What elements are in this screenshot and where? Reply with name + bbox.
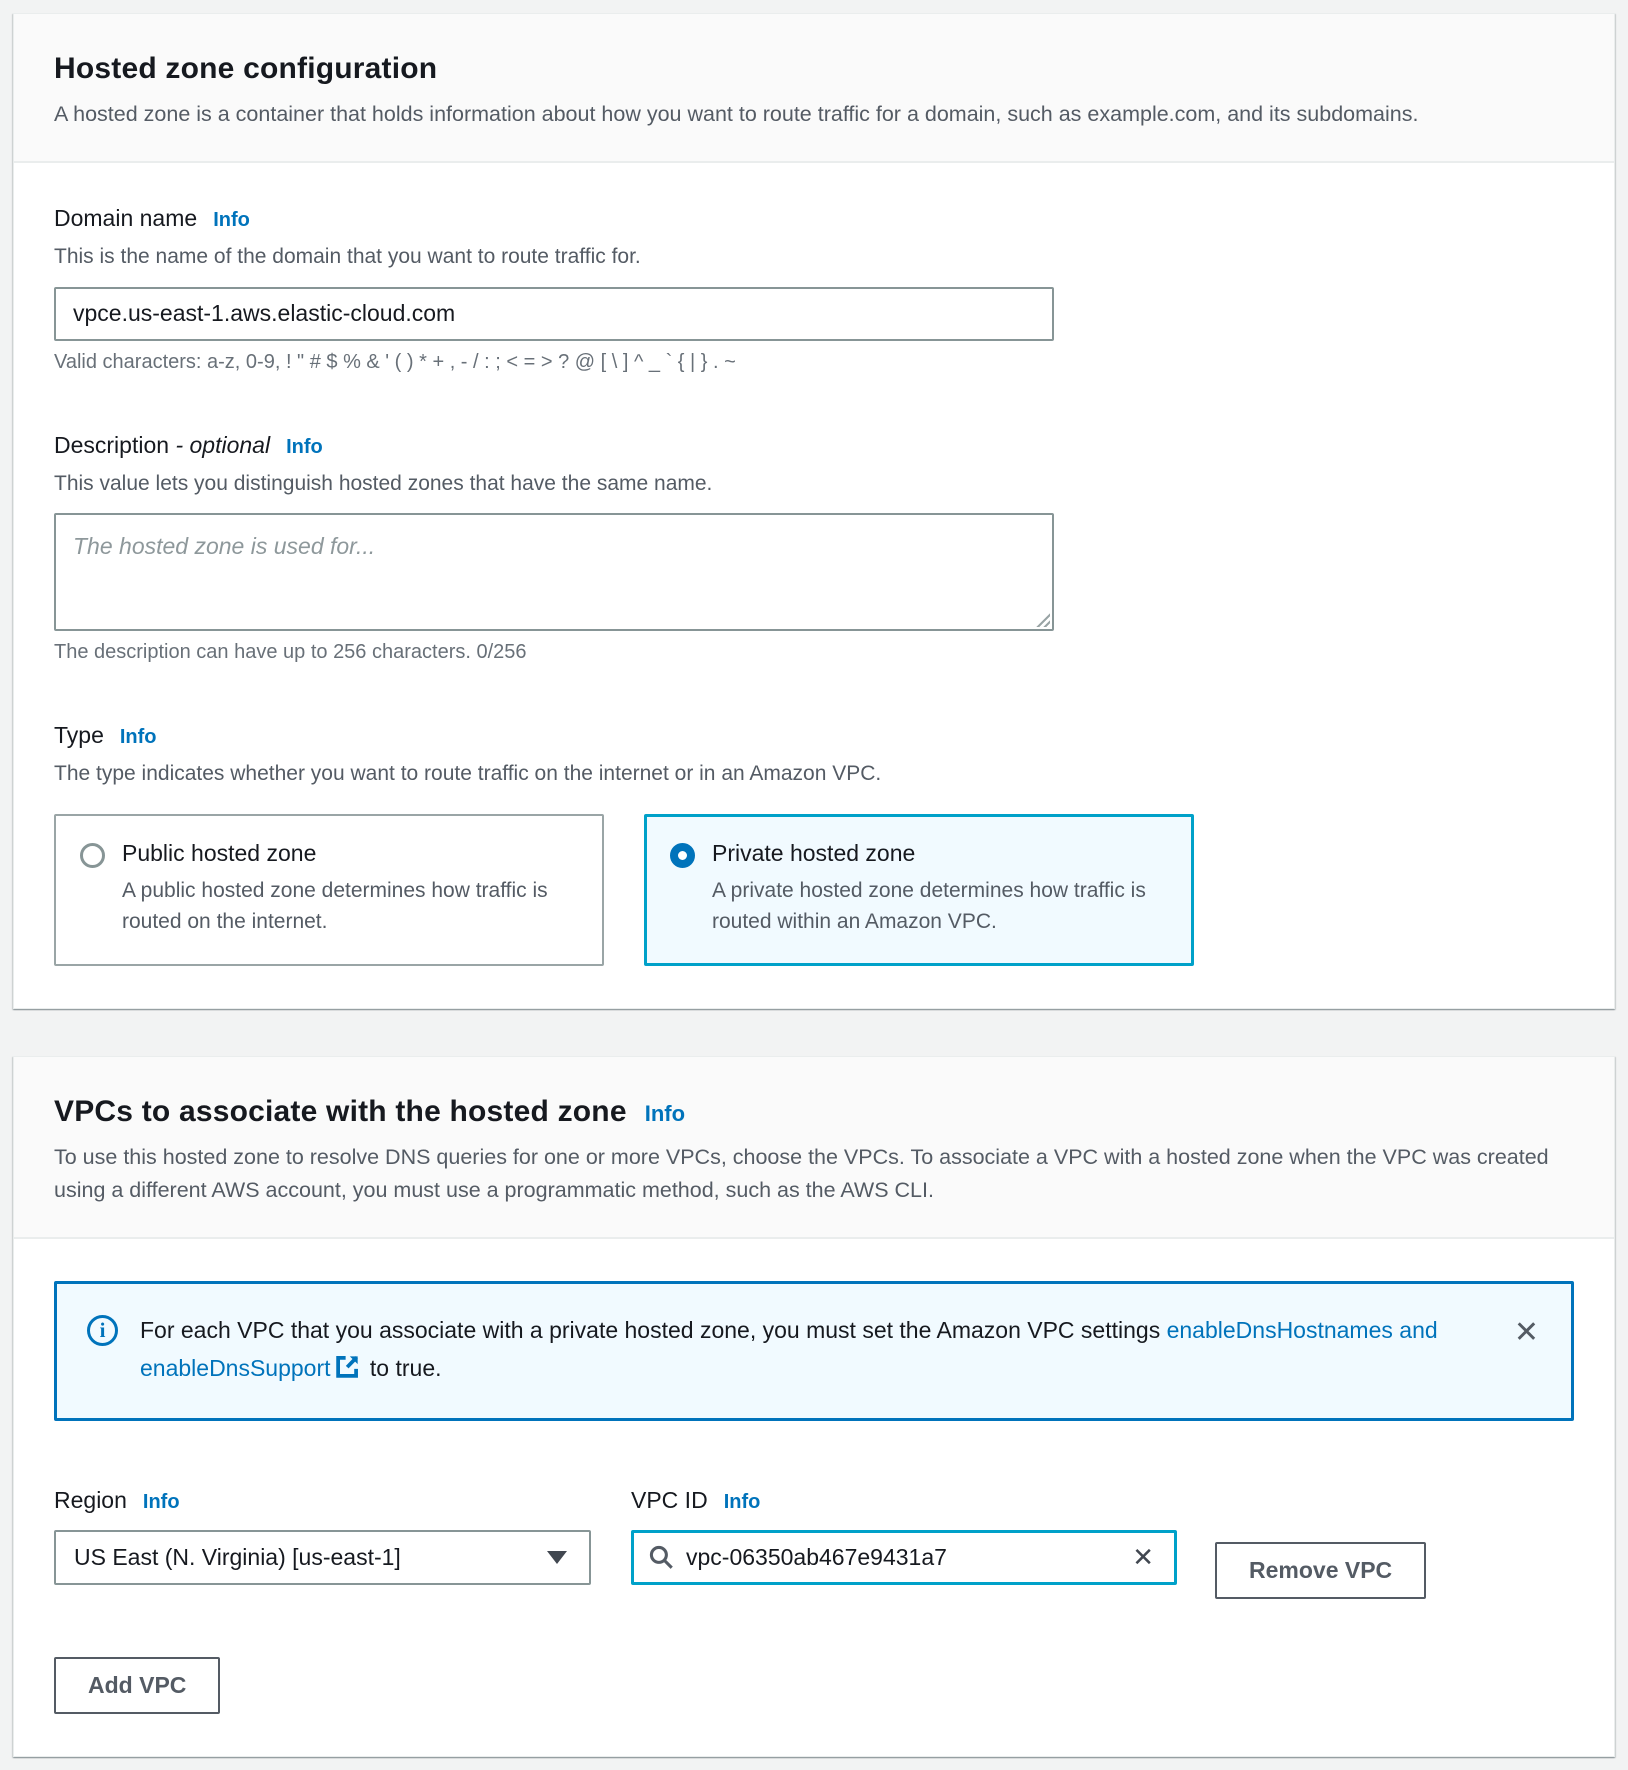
public-hosted-zone-title: Public hosted zone: [122, 839, 317, 866]
description-info-link[interactable]: Info: [286, 435, 323, 458]
description-optional-suffix: - optional: [175, 431, 271, 458]
domain-name-constraint: Valid characters: a-z, 0-9, ! " # $ % & ' ( ) * + , - / : ; < = > ? @ [ \ ] ^ _ ` { | } . ~: [54, 350, 736, 373]
region-label: Region: [54, 1486, 127, 1513]
region-info-link[interactable]: Info: [142, 1490, 180, 1513]
private-hosted-zone-description: A private hosted zone determines how traffic is routed within an Amazon VPC.: [712, 878, 1146, 934]
private-hosted-zone-tile[interactable]: [644, 814, 1194, 966]
alert-text-after-link: to true.: [369, 1354, 442, 1381]
type-info-link[interactable]: Info: [119, 726, 157, 749]
type-label-row: [54, 722, 1574, 749]
vpc-id-label-row: [631, 1487, 1177, 1514]
public-hosted-zone-description: A public hosted zone determines how traffic is routed on the internet.: [122, 878, 548, 934]
vpcs-card-body: [14, 1239, 1614, 1756]
public-hosted-zone-radio[interactable]: [80, 843, 105, 868]
chevron-down-icon: [547, 1551, 567, 1564]
description-label-row: [54, 432, 1574, 459]
search-icon: [648, 1544, 674, 1570]
description-label-text: Description: [54, 431, 170, 458]
vpc-id-input[interactable]: [686, 1544, 1126, 1571]
info-circle-icon: i: [87, 1315, 118, 1346]
private-hosted-zone-radio[interactable]: [670, 843, 695, 868]
description-textarea[interactable]: [54, 513, 1054, 631]
description-description: This value lets you distinguish hosted zones that have the same name.: [54, 471, 713, 495]
vpcs-info-link[interactable]: Info: [644, 1100, 686, 1126]
region-select[interactable]: [54, 1530, 591, 1585]
vpc-id-search-box: [631, 1530, 1177, 1585]
type-field: [54, 722, 1574, 966]
region-label-row: [54, 1487, 591, 1514]
external-link-icon: [335, 1353, 360, 1390]
domain-name-input[interactable]: [54, 287, 1054, 341]
domain-name-label-row: [54, 205, 1574, 232]
description-constraint: The description can have up to 256 characters. 0/256: [54, 641, 527, 664]
description-field: [54, 432, 1574, 665]
type-radio-tiles: [54, 814, 1574, 966]
hosted-zone-card-body: [14, 163, 1614, 1008]
description-label: [54, 432, 270, 459]
domain-name-field: [54, 205, 1574, 374]
alert-content: [140, 1312, 1494, 1390]
hosted-zone-card-title: Hosted zone configuration: [54, 52, 438, 85]
domain-name-label: Domain name: [54, 205, 198, 232]
vpc-id-label: VPC ID: [631, 1486, 708, 1513]
domain-name-description: This is the name of the domain that you want to route traffic for.: [54, 245, 641, 269]
region-column: [54, 1487, 591, 1585]
description-textarea-wrap: [54, 513, 1054, 631]
close-icon: ✕: [1513, 1316, 1539, 1350]
hosted-zone-card-description: A hosted zone is a container that holds information about how you want to route traffic for a domain, such as example.com, and its subdomains.: [54, 102, 1419, 126]
region-selected-option: US East (N. Virginia) [us-east-1]: [74, 1543, 401, 1570]
remove-vpc-button[interactable]: Remove VPC: [1215, 1542, 1426, 1599]
add-vpc-button[interactable]: Add VPC: [54, 1657, 220, 1714]
public-hosted-zone-tile[interactable]: [54, 814, 604, 966]
enable-dns-settings-link[interactable]: enableDnsHostnames and enableDnsSupport: [140, 1317, 1438, 1381]
alert-close-button[interactable]: [1514, 1318, 1539, 1348]
vpcs-card-title-row: [54, 1095, 1574, 1129]
vpcs-card-title: VPCs to associate with the hosted zone: [54, 1094, 627, 1128]
hosted-zone-configuration-card: [13, 13, 1615, 1009]
public-hosted-zone-text: [122, 840, 578, 938]
type-description: The type indicates whether you want to route traffic on the internet or in an Amazon VPC.: [54, 762, 882, 786]
vpc-id-column: [631, 1487, 1177, 1585]
vpc-association-row: [54, 1487, 1574, 1599]
vpc-id-info-link[interactable]: Info: [723, 1490, 761, 1513]
alert-text-before-link: For each VPC that you associate with a private hosted zone, you must set the Amazon VPC settings: [140, 1317, 1161, 1344]
vpcs-card-description: To use this hosted zone to resolve DNS queries for one or more VPCs, choose the VPCs. To associate a VPC with a hosted zone when the VPC was created using a different AWS account, you must use a programmatic method, such as the AWS CLI.: [54, 1144, 1549, 1203]
hosted-zone-card-header: [14, 14, 1614, 163]
vpc-id-clear-button[interactable]: [1126, 1542, 1160, 1573]
domain-name-info-link[interactable]: Info: [213, 209, 250, 232]
vpcs-associate-card: [13, 1056, 1615, 1757]
clear-x-icon: ✕: [1132, 1542, 1154, 1573]
private-hosted-zone-text: [712, 840, 1168, 938]
type-label: Type: [54, 722, 104, 749]
vpc-settings-info-alert: [54, 1281, 1574, 1421]
private-hosted-zone-title: Private hosted zone: [712, 839, 916, 866]
vpcs-card-header: [14, 1057, 1614, 1240]
